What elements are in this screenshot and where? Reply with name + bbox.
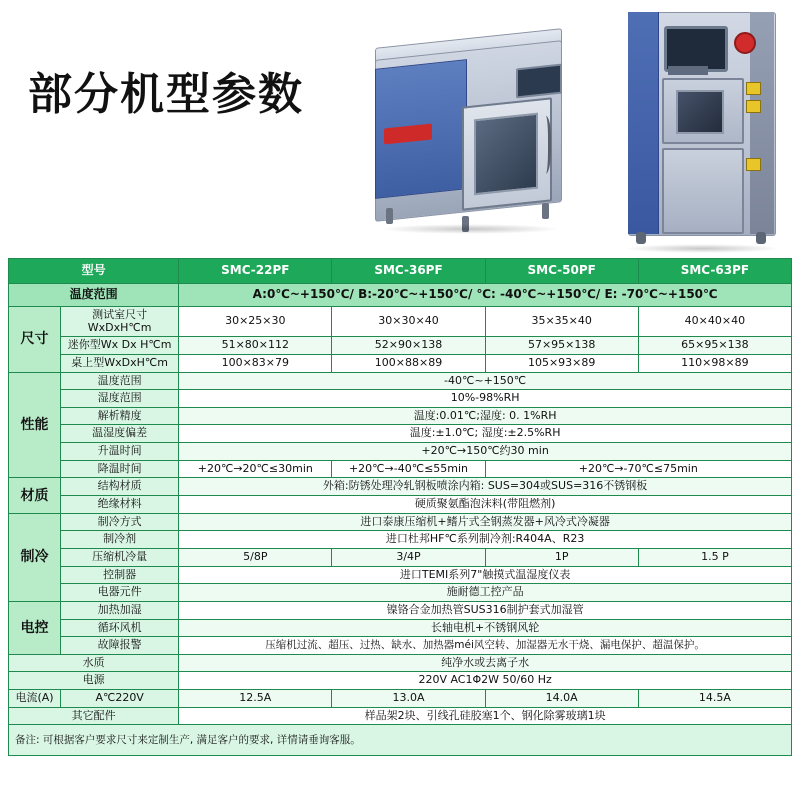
cell-structure-material: 外箱:防锈处理冷轧钢板喷涂内箱: SUS=304或SUS=316不锈钢板	[179, 478, 792, 496]
group-label-refrigeration: 制冷	[9, 513, 61, 601]
cell-current-1: 12.5A	[179, 690, 332, 708]
row-label-controller: 控制器	[61, 566, 179, 584]
cell-current-2: 13.0A	[332, 690, 485, 708]
group-label-electric-control: 电控	[9, 601, 61, 654]
cell-electrical-parts: 施耐德工控产品	[179, 584, 792, 602]
row-label-fault-alarm: 故障报警	[61, 637, 179, 655]
row-label-insulation-material: 绝缘材料	[61, 496, 179, 514]
table-row-perf-2	[9, 390, 792, 408]
table-row-power-supply	[9, 672, 792, 690]
group-label-performance: 性能	[9, 372, 61, 478]
cell-temp-range: -40℃~+150℃	[179, 372, 792, 390]
cell-power-supply: 220V AC1Φ2W 50/60 Hz	[179, 672, 792, 690]
table-row-cooling-3	[9, 548, 792, 566]
cell-water-quality: 纯净水或去离子水	[179, 654, 792, 672]
cell-mini-size-4: 65×95×138	[638, 337, 791, 355]
table-row-size-3	[9, 354, 792, 372]
table-row-perf-5	[9, 443, 792, 461]
temp-range-value: A:0℃~+150℃/ B:-20℃~+150℃/ ℃: -40℃~+150℃/ E: -70℃~+150℃	[179, 284, 792, 307]
cell-controller: 进口TEMI系列7"触摸式温湿度仪表	[179, 566, 792, 584]
table-row-control-2	[9, 619, 792, 637]
cell-heating-time: +20℃→150℃约30 min	[179, 443, 792, 461]
cell-chamber-size-2: 30×30×40	[332, 307, 485, 337]
model-cell-1: SMC-22PF	[179, 259, 332, 284]
row-label-circulation-fan: 循环风机	[61, 619, 179, 637]
row-label-chamber-size: 测试室尺寸WxDxH℃m	[61, 307, 179, 337]
row-sublabel-current-voltage: A℃220V	[61, 690, 179, 708]
cell-compressor-capacity-3: 1P	[485, 548, 638, 566]
row-label-water-quality: 水质	[9, 654, 179, 672]
row-label-desktop-size: 桌上型WxDxH℃m	[61, 354, 179, 372]
temp-range-label: 温度范围	[9, 284, 179, 307]
model-cell-2: SMC-36PF	[332, 259, 485, 284]
table-row-perf-3	[9, 407, 792, 425]
footer-note: 备注: 可根据客户要求尺寸来定制生产, 满足客户的要求, 详情请垂询客服。	[9, 725, 792, 756]
benchtop-test-chamber-photo	[370, 20, 570, 235]
table-row-temp-range-banner	[9, 284, 792, 307]
table-row-cooling-4	[9, 566, 792, 584]
group-label-size: 尺寸	[9, 307, 61, 373]
model-cell-3: SMC-50PF	[485, 259, 638, 284]
table-row-current	[9, 690, 792, 708]
cell-desktop-size-3: 105×93×89	[485, 354, 638, 372]
row-label-mini-size: 迷你型Wx Dx H℃m	[61, 337, 179, 355]
cell-fault-alarm: 压缩机过流、超压、过热、缺水、加热器méi风空转、加湿器无水干烧、漏电保护、超温保护。	[179, 637, 792, 655]
table-row-perf-6	[9, 460, 792, 478]
table-row-control-1	[9, 601, 792, 619]
row-label-cooling-time: 降温时间	[61, 460, 179, 478]
header-banner	[0, 0, 800, 258]
cell-mini-size-1: 51×80×112	[179, 337, 332, 355]
spec-table	[8, 258, 792, 756]
row-label-refrigerant: 制冷剂	[61, 531, 179, 549]
table-row-material-2	[9, 496, 792, 514]
cell-cooling-time-1: +20℃→20℃≤30min	[179, 460, 332, 478]
cell-mini-size-2: 52×90×138	[332, 337, 485, 355]
row-label-resolution: 解析精度	[61, 407, 179, 425]
cell-chamber-size-1: 30×25×30	[179, 307, 332, 337]
floor-standing-test-chamber-photo	[610, 8, 790, 253]
row-label-structure-material: 结构材质	[61, 478, 179, 496]
cell-desktop-size-2: 100×88×89	[332, 354, 485, 372]
cell-current-3: 14.0A	[485, 690, 638, 708]
model-row-label: 型号	[9, 259, 179, 284]
row-label-heating-humidifying: 加热加湿	[61, 601, 179, 619]
model-cell-4: SMC-63PF	[638, 259, 791, 284]
row-label-temp-range: 温度范围	[61, 372, 179, 390]
cell-chamber-size-4: 40×40×40	[638, 307, 791, 337]
cell-insulation-material: 硬质聚氨酯泡沫料(带阻燃剂)	[179, 496, 792, 514]
table-row-perf-1	[9, 372, 792, 390]
table-row-accessories	[9, 707, 792, 725]
cell-mini-size-3: 57×95×138	[485, 337, 638, 355]
cell-deviation: 温度:±1.0℃; 湿度:±2.5%RH	[179, 425, 792, 443]
cell-compressor-capacity-4: 1.5 P	[638, 548, 791, 566]
row-label-electrical-parts: 电器元件	[61, 584, 179, 602]
cell-cooling-time-2: +20℃→-40℃≤55min	[332, 460, 485, 478]
row-label-humidity-range: 湿度范围	[61, 390, 179, 408]
cell-compressor-capacity-1: 5/8P	[179, 548, 332, 566]
cell-heating-humidifying: 镍铬合金加热管SUS316制护套式加湿管	[179, 601, 792, 619]
row-label-deviation: 温湿度偏差	[61, 425, 179, 443]
row-label-compressor-capacity: 压缩机冷量	[61, 548, 179, 566]
table-row-footer-note	[9, 725, 792, 756]
row-label-power-supply: 电源	[9, 672, 179, 690]
cell-resolution: 温度:0.01℃;湿度: 0. 1%RH	[179, 407, 792, 425]
row-label-heating-time: 升温时间	[61, 443, 179, 461]
group-label-material: 材质	[9, 478, 61, 513]
table-row-cooling-1	[9, 513, 792, 531]
cell-refrigerant: 进口杜邦HF℃系列制冷剂:R404A、R23	[179, 531, 792, 549]
row-label-cooling-method: 制冷方式	[61, 513, 179, 531]
cell-cooling-time-3: +20℃→-70℃≤75min	[485, 460, 791, 478]
table-row-cooling-5	[9, 584, 792, 602]
page-title: 部分机型参数	[28, 69, 304, 120]
cell-chamber-size-3: 35×35×40	[485, 307, 638, 337]
table-row-water-quality	[9, 654, 792, 672]
table-row-size-1	[9, 307, 792, 337]
table-row-model	[9, 259, 792, 284]
cell-accessories: 样品架2块、引线孔硅胶塞1个、钢化除雾玻璃1块	[179, 707, 792, 725]
cell-compressor-capacity-2: 3/4P	[332, 548, 485, 566]
cell-circulation-fan: 长轴电机+不锈钢风轮	[179, 619, 792, 637]
table-row-control-3	[9, 637, 792, 655]
table-row-material-1	[9, 478, 792, 496]
row-label-accessories: 其它配件	[9, 707, 179, 725]
row-label-current: 电流(A)	[9, 690, 61, 708]
cell-desktop-size-1: 100×83×79	[179, 354, 332, 372]
cell-desktop-size-4: 110×98×89	[638, 354, 791, 372]
spec-table-wrapper	[8, 258, 792, 756]
cell-cooling-method: 进口泰康压缩机+鳍片式全钢蒸发器+风冷式冷凝器	[179, 513, 792, 531]
table-row-perf-4	[9, 425, 792, 443]
table-row-size-2	[9, 337, 792, 355]
cell-current-4: 14.5A	[638, 690, 791, 708]
table-row-cooling-2	[9, 531, 792, 549]
cell-humidity-range: 10%-98%RH	[179, 390, 792, 408]
